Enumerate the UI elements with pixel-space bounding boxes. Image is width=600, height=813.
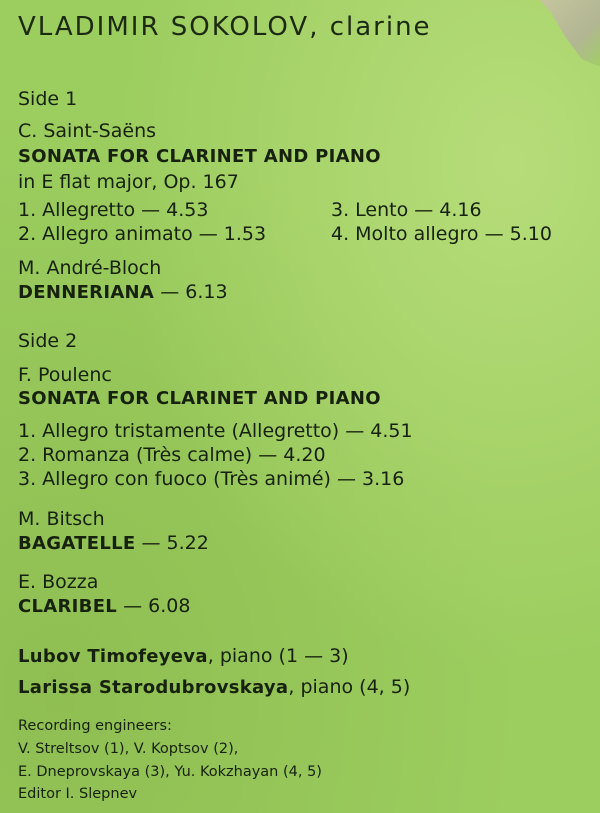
credits-line-4: Editor I. Slepnev bbox=[18, 786, 138, 802]
side2-work3-time: — 6.08 bbox=[117, 595, 191, 617]
side1-track-1: 1. Allegretto — 4.53 bbox=[18, 199, 209, 221]
performer-2 bbox=[18, 676, 410, 698]
side1-work2-line bbox=[18, 281, 228, 303]
side1-composer2: M. André-Bloch bbox=[18, 257, 162, 279]
side2-work1: SONATA FOR CLARINET AND PIANO bbox=[18, 388, 381, 409]
side2-track-3: 3. Allegro con fuoco (Très animé) — 3.16 bbox=[18, 468, 405, 490]
side1-work2-time: — 6.13 bbox=[154, 281, 228, 303]
side2-label: Side 2 bbox=[18, 330, 78, 352]
side2-work2: BAGATELLE bbox=[18, 533, 136, 554]
side1-work1: SONATA FOR CLARINET AND PIANO bbox=[18, 146, 381, 167]
performer-1-name: Lubov Timofeyeva bbox=[18, 646, 208, 667]
credits-line-1: Recording engineers: bbox=[18, 718, 172, 734]
performer-2-role: , piano (4, 5) bbox=[288, 676, 411, 698]
performer-2-name: Larissa Starodubrovskaya bbox=[18, 677, 289, 698]
side1-composer1: C. Saint-Saëns bbox=[18, 120, 157, 142]
side1-track-3: 3. Lento — 4.16 bbox=[331, 199, 482, 221]
side2-work3-line bbox=[18, 595, 190, 617]
performer-1 bbox=[18, 645, 349, 667]
side2-composer1: F. Poulenc bbox=[18, 364, 112, 386]
side2-composer3: E. Bozza bbox=[18, 571, 99, 593]
side1-label: Side 1 bbox=[18, 88, 78, 110]
side2-track-1: 1. Allegro tristamente (Allegretto) — 4.51 bbox=[18, 420, 413, 442]
credits-line-3: E. Dneprovskaya (3), Yu. Kokzhayan (4, 5) bbox=[18, 764, 322, 780]
side1-key1: in E flat major, Op. 167 bbox=[18, 171, 239, 193]
album-title: VLADIMIR SOKOLOV, clarine bbox=[18, 12, 432, 42]
side2-work2-time: — 5.22 bbox=[135, 532, 209, 554]
side2-work2-line bbox=[18, 532, 209, 554]
side2-work3: CLARIBEL bbox=[18, 596, 118, 617]
side1-track-2: 2. Allegro animato — 1.53 bbox=[18, 223, 267, 245]
side2-composer2: M. Bitsch bbox=[18, 508, 105, 530]
side2-track-2: 2. Romanza (Très calme) — 4.20 bbox=[18, 444, 326, 466]
side1-track-4: 4. Molto allegro — 5.10 bbox=[331, 223, 552, 245]
credits-line-2: V. Streltsov (1), V. Koptsov (2), bbox=[18, 741, 239, 757]
side1-work2: DENNERIANA bbox=[18, 282, 155, 303]
torn-corner bbox=[540, 0, 600, 70]
performer-1-role: , piano (1 — 3) bbox=[207, 645, 349, 667]
